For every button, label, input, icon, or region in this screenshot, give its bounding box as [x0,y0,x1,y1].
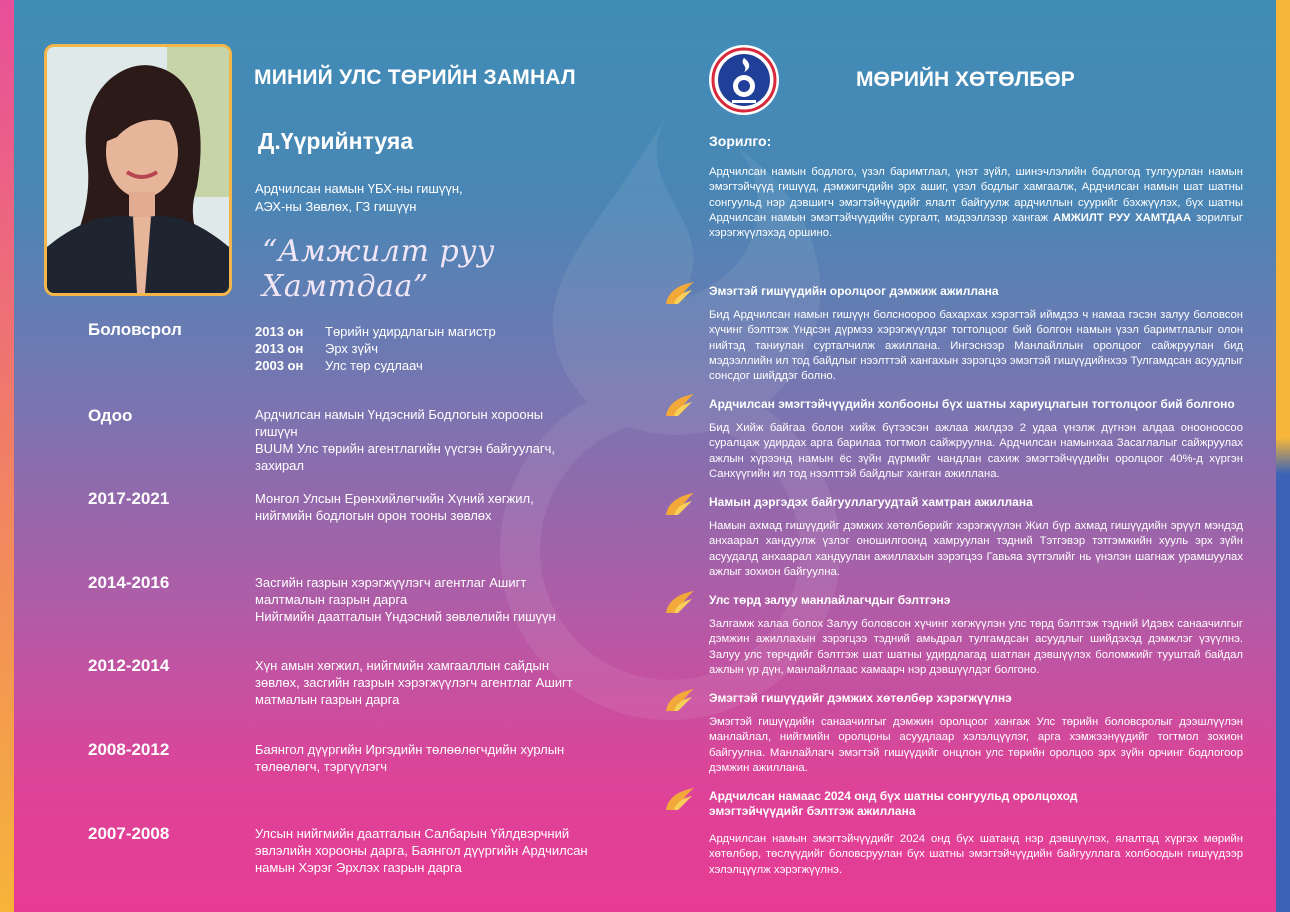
timeline-line: Монгол Улсын Ерөнхийлөгчийн Хүний хөгжил, [255,491,534,506]
section-title: Ардчилсан намаас 2024 онд бүх шатны сонгуульд оролцоход эмэгтэйчүүдийг бэлтгэж ажиллана [709,789,1078,818]
timeline-label: 2014-2016 [88,573,170,592]
party-emblem-icon [708,44,780,116]
timeline-entry [255,490,615,524]
timeline-label: Одоо [88,406,133,425]
timeline-label: 2008-2012 [88,740,170,759]
timeline-line: зөвлөх, засгийн газрын хэрэгжүүлэгч агентлаг Ашигт [255,675,573,690]
section-title: Намын дэргэдэх байгууллагуудтай хамтран ажиллана [709,495,1033,509]
timeline-entry [255,741,615,775]
education-item [255,340,615,357]
left-title: МИНИЙ УЛС ТӨРИЙН ЗАМНАЛ [254,66,576,89]
right-edge-stripe [1276,0,1290,912]
timeline-entry [255,657,615,708]
section-body: Эмэгтэй гишүүдийн санаачилгыг дэмжин оролцоог хангаж Улс төрийн боловсролыг дээшлүүлэн манлайлал, нийгмийн оролцоны асуудлаар хэлэлцүүлэг, арга хэмжээнүүдийг тогтмол зохион байгуулна. Манлайлагч эмэгтэй гишүүдийг онцлон улс төрийн оролцоо эрх зүйн орчинг бодлогоор дэмжин ажиллана. [709,716,1243,774]
flame-bullet-icon [664,278,696,306]
goal-text-body: Ардчилсан намын бодлого, үзэл баримтлал, үнэт зүйл, шинэчлэлийн бодлогод тулгуурлан намын эмэгтэйчүүд гишүүд, дэмжигчдийн эрх ашиг, үзэл бодлыг хамгаалж, Ардчилсан намын шат шатны сонгуульд нэр дэвшигч эмэгтэйчүүдийг ялалт байгуулж ардчиллын суурийг бэхжүүлэх, бүх шатны Ардчилсан намын эмэгтэйчүүдийн сургалт, мэдээллээр хангаж [709,166,1243,224]
timeline-line: Засгийн газрын хэрэгжүүлэгч агентлаг Ашигт [255,575,527,590]
role-line: АЭХ-ны Зөвлөх, ГЗ гишүүн [255,199,417,214]
goal-highlight: АМЖИЛТ РУУ ХАМТДАА [1053,211,1192,224]
section-title: Эмэгтэй гишүүдийн оролцоог дэмжиж ажиллана [709,284,999,298]
timeline-line: Ардчилсан намын Үндэсний Бодлогын хорооны [255,407,544,422]
education-label: Боловсрол [88,320,182,339]
slogan: “Амжилт руу Хамтдаа” [262,234,495,304]
flame-bullet-icon [664,784,696,812]
education-year: 2003 он [255,358,304,373]
timeline-label: 2012-2014 [88,656,170,675]
right-title: МӨРИЙН ХӨТӨЛБӨР [856,68,1075,91]
education-year: 2013 он [255,341,304,356]
section-title: Ардчилсан эмэгтэйчүүдийн холбооны бүх шатны хариуцлагын тогтолцоог бий болгоно [709,397,1235,411]
timeline-entry [255,406,615,474]
goal-label: Зорилго: [709,133,772,149]
timeline-line: төлөөлөгч, тэргүүлэгч [255,759,388,774]
education-item [255,323,615,340]
section-body: Залгамж халаа болох Залуу боловсон хүчинг хөгжүүлэн улс төрд бэлтгэж тэдний Идэвх санаачилгыг дэмжин ажиллахын зэрэгцээ тэдний амьдрал тулгамдсан асуудлыг шийдэхэд дэмжлэг үзүүлнэ. Залуу улс төрчдийг бэлтгэж шат шатны удирдлагад шатлан дэвшүүлэх боломжийг тууштай байдал ажлын үр дүн, манлайллаас хамаарч нэр дэвшүүлдэг болгоно. [709,618,1243,676]
flame-bullet-icon [664,489,696,517]
timeline-line: малтмалын газрын дарга [255,592,408,607]
timeline-label: 2017-2021 [88,489,170,508]
timeline-line: BUUM Улс төрийн агентлагийн үүсгэн байгуулагч, [255,441,556,456]
timeline-line: Нийгмийн даатгалын Үндэсний зөвлөлийн гишүүн [255,609,556,624]
candidate-name: Д.Үүрийнтуяа [258,128,414,154]
timeline-line: гишүүн [255,424,298,439]
goal-text [709,165,1243,241]
education-degree: Эрх зүйч [325,341,379,356]
left-edge-stripe [0,0,14,912]
timeline-line: матмалын газрын дарга [255,692,400,707]
portrait-illustration [47,47,229,293]
flame-bullet-icon [664,685,696,713]
section-body: Бид Ардчилсан намын гишүүн болсноороо бахархах хэрэгтэй иймдээ ч намаа гэсэн залуу боловсон хүчинг бэлтгэж Үндсэн дүрмээ хэрэгжүүлдэг тогтолцоог бий болгон намын үзэл баримтлалыг олон нийтэд таниулан сурталчилж ажиллана. Ингэснээр Манлайллын оролцоог сайжруулан бид мэдээллийн ил тод байдлыг нээлттэй хангахын зэрэгцээ эмэгтэй гишүүдийнхээ Тулгамдсан асуудлыг сонсдог шийддэг болно. [709,309,1243,383]
timeline-line: Хүн амын хөгжил, нийгмийн хамгааллын сайдын [255,658,550,673]
section-title: Улс төрд залуу манлайлагчдыг бэлтгэнэ [709,593,951,607]
flame-bullet-icon [664,587,696,615]
timeline-entry [255,825,615,876]
timeline-line: Улсын нийгмийн даатгалын Салбарын Үйлдвэрчний [255,826,570,841]
education-year: 2013 он [255,324,304,339]
section-body: Бид Хийж байгаа болон хийж бүтээсэн ажлаа жилдээ 2 удаа үнэлж дүгнэн алдаа оноонооcоо суралцаж удирдах арга барилаа тогтмол сайжруулна. Ардчилсан намынхаа Засаглалыг сайжруулах ажлын хүрээнд намын ёс зүйн дүрмийг чандлан сахиж эмэгтэйчүүдийн оролцоог 40%-д хүргэн Санхүүгийн ил тод нээлттэй байдлыг ханган ажиллана. [709,422,1243,480]
education-degree: Улс төр судлаач [325,358,423,373]
timeline-line: эвлэлийн хорооны дарга, Баянгол дүүргийн Ардчилсан [255,843,588,858]
section-body: Намын ахмад гишүүдийг дэмжих хөтөлбөрийг хэрэгжүүлэн Жил бүр ахмад гишүүдийн эрүүл мэндэд анхаарал хандуулж үзлэг оношилгоонд хамруулан тэдний Тэтгэвэр тэтгэмжийн хууль эрх зүйн асуудалд анхаарал хандуулан ажиллахын зэрэгцээ Гавьяа зүтгэлийг нь үнэлэн шагнаж урамшуулах ажлыг зохион байгуулна. [709,520,1243,578]
education-degree: Төрийн удирдлагын магистр [325,324,496,339]
timeline-label: 2007-2008 [88,824,170,843]
section-body: Ардчилсан намын эмэгтэйчүүдийг 2024 онд бүх шатанд нэр дэвшүүлэх, ялалтад хүргэх мөрийн хөтөлбөр, төслүүдийг боловсруулан бүх шатны эмэгтэйчүүдийн байгууллага холбоодын гишүүдээр хэлэлцүүлж хэрэгжүүлнэ. [709,833,1243,876]
education-item [255,357,615,374]
timeline-entry [255,574,615,625]
education-list [255,323,615,374]
timeline-line: нийгмийн бодлогын орон тооны зөвлөх [255,508,492,523]
timeline-line: намын Хэрэг Эрхлэх газрын дарга [255,860,462,875]
section-title: Эмэгтэй гишүүдийг дэмжих хөтөлбөр хэрэгжүүлнэ [709,691,1012,705]
goal-text-tail: зорилгыг хэрэгжүүлэхэд оршино. [709,211,1244,240]
flame-bullet-icon [664,390,696,418]
timeline-line: захирал [255,458,304,473]
portrait-photo [44,44,232,296]
timeline-line: Баянгол дүүргийн Иргэдийн төлөөлөгчдийн хурлын [255,742,565,757]
role-line: Ардчилсан намын ҮБХ-ны гишүүн, [255,181,463,196]
candidate-role [255,180,595,216]
